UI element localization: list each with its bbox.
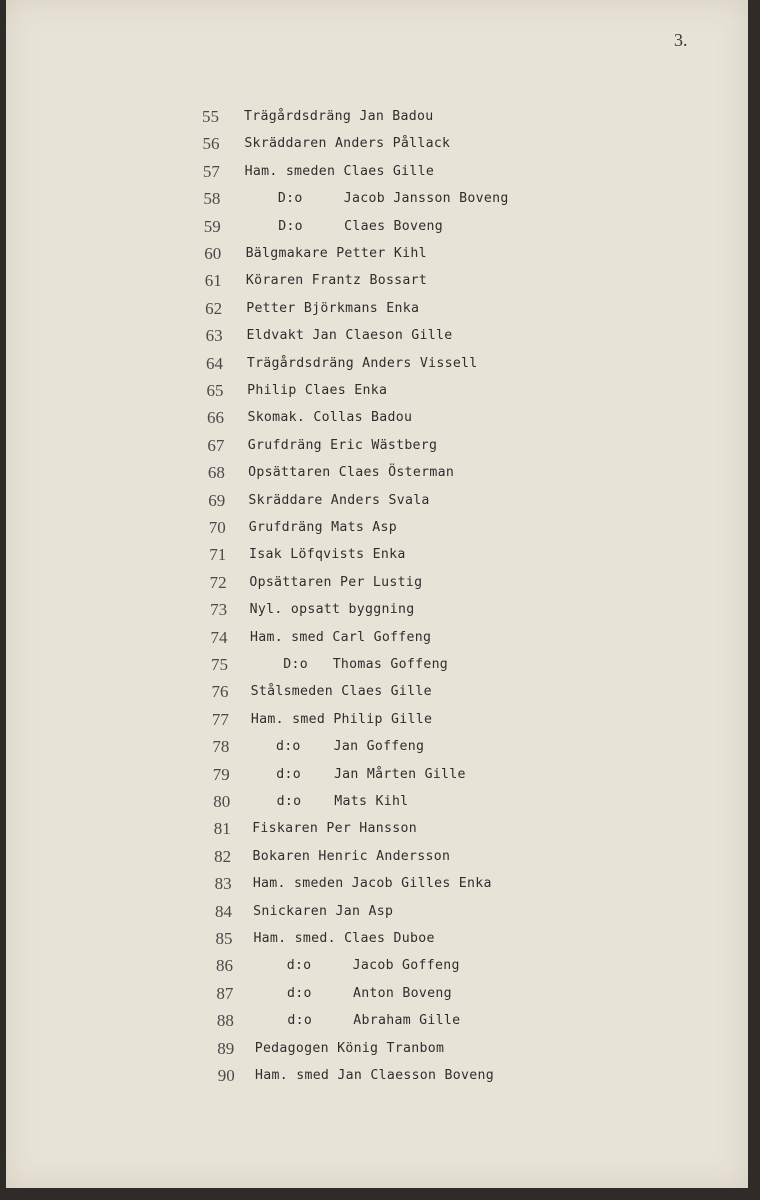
entry-number: 87 <box>216 983 234 1003</box>
entry-text: Skomak. Collas Badou <box>247 410 413 426</box>
list-item <box>6 925 706 952</box>
page-number: 3. <box>674 30 688 50</box>
document-page <box>6 0 748 1188</box>
list-item <box>6 843 706 870</box>
list-item <box>6 898 706 925</box>
entry-number: 79 <box>212 764 230 784</box>
list-item <box>6 733 706 760</box>
list-item <box>6 130 706 157</box>
list-item <box>6 706 706 733</box>
list-item <box>6 569 706 596</box>
entry-text: d:o Jan Mårten Gille <box>251 766 466 782</box>
list-item <box>6 541 706 568</box>
entry-text: d:o Mats Kihl <box>251 794 409 809</box>
entry-text: Nyl. opsatt byggning <box>249 602 415 618</box>
entry-number: 83 <box>214 874 232 894</box>
list-item <box>6 1062 706 1089</box>
entry-number: 56 <box>202 134 220 154</box>
entry-text: Bälgmakare Petter Kihl <box>245 246 427 261</box>
entry-number: 85 <box>215 929 233 948</box>
entry-number: 71 <box>209 545 227 565</box>
entry-text: Petter Björkmans Enka <box>246 300 420 316</box>
entry-text: Skräddaren Anders Pållack <box>244 136 451 152</box>
list-item <box>6 240 706 267</box>
list-item <box>6 870 706 897</box>
entry-text: d:o Anton Boveng <box>254 985 452 1001</box>
list-item <box>6 322 706 349</box>
list-item <box>6 103 706 130</box>
entry-text: Trägårdsdräng Jan Badou <box>244 109 434 124</box>
entry-number: 60 <box>204 244 222 263</box>
entry-text: D:o Thomas Goffeng <box>250 657 449 672</box>
list-item <box>6 678 706 705</box>
entry-number: 65 <box>206 381 224 400</box>
list-item <box>6 651 706 678</box>
entry-text: d:o Jan Goffeng <box>251 739 425 755</box>
entry-text: Trägårdsdräng Anders Vissell <box>246 355 478 371</box>
entry-number: 64 <box>206 353 224 373</box>
entry-number: 70 <box>208 518 226 537</box>
list-item <box>6 624 706 651</box>
entry-number: 78 <box>212 737 230 757</box>
entry-text: Opsättaren Claes Österman <box>248 465 455 481</box>
list-item <box>6 459 706 486</box>
entry-text: Pedagogen König Tranbom <box>254 1040 445 1056</box>
entry-number: 74 <box>210 627 228 647</box>
entry-number: 55 <box>202 107 219 126</box>
entry-text: Opsättaren Per Lustig <box>249 574 423 590</box>
list-item <box>6 952 706 979</box>
entry-text: Köraren Frantz Bossart <box>245 273 428 289</box>
list-item <box>6 377 706 404</box>
entry-number: 82 <box>214 846 232 866</box>
entry-number: 77 <box>211 709 229 729</box>
entry-text: D:o Jacob Jansson Boveng <box>244 191 509 207</box>
entry-number: 80 <box>213 792 231 811</box>
entry-text: Ham. smed Carl Goffeng <box>249 629 432 645</box>
list-item <box>6 514 706 541</box>
entry-text: Ham. smeden Claes Gille <box>244 163 435 179</box>
entry-text: d:o Jacob Goffeng <box>253 958 460 974</box>
entry-number: 58 <box>203 189 221 209</box>
entry-number: 86 <box>215 956 233 976</box>
entry-number: 59 <box>203 216 221 236</box>
entry-text: Grufdräng Eric Wästberg <box>247 437 438 453</box>
entry-number: 67 <box>207 435 225 455</box>
entry-number: 68 <box>207 463 225 483</box>
entry-number: 81 <box>213 819 231 839</box>
entry-text: d:o Abraham Gille <box>254 1013 461 1029</box>
list-item <box>6 267 706 294</box>
list-item <box>6 213 706 240</box>
entry-number: 63 <box>205 326 223 346</box>
entry-text: Ham. smed Jan Claesson Boveng <box>255 1068 494 1083</box>
entry-text: Bokaren Henric Andersson <box>252 848 451 864</box>
entry-text: Ham. smed Philip Gille <box>250 711 433 727</box>
list-item <box>6 185 706 212</box>
entry-number: 88 <box>216 1011 234 1031</box>
list-item <box>6 980 706 1007</box>
entry-number: 76 <box>211 682 229 702</box>
list-item <box>6 295 706 322</box>
entry-number: 84 <box>215 901 233 921</box>
entry-number: 90 <box>217 1066 235 1085</box>
entry-number: 89 <box>217 1038 235 1058</box>
entry-number: 75 <box>211 655 228 674</box>
entry-text: Skräddare Anders Svala <box>248 492 430 508</box>
entry-text: Snickaren Jan Asp <box>253 903 394 919</box>
entry-text: D:o Claes Boveng <box>245 218 443 234</box>
entry-number: 69 <box>208 490 226 510</box>
list-item <box>6 815 706 842</box>
entry-text: Isak Löfqvists Enka <box>249 547 406 563</box>
list-item <box>6 432 706 459</box>
entry-text: Ham. smeden Jacob Gilles Enka <box>252 876 492 892</box>
entry-number: 66 <box>206 408 224 428</box>
entry-text: Philip Claes Enka <box>247 383 388 398</box>
entry-number: 61 <box>204 271 222 291</box>
entry-number: 72 <box>209 572 227 592</box>
list-item <box>6 350 706 377</box>
entry-number: 62 <box>205 298 223 318</box>
list-item <box>6 1007 706 1034</box>
list-item <box>6 761 706 788</box>
entry-text: Stålsmeden Claes Gille <box>250 684 432 700</box>
entry-number: 73 <box>210 600 228 620</box>
list-item <box>6 404 706 431</box>
entry-text: Fiskaren Per Hansson <box>252 821 417 837</box>
entry-text: Ham. smed. Claes Duboe <box>253 931 435 946</box>
list-item <box>6 596 706 623</box>
entry-text: Eldvakt Jan Claeson Gille <box>246 328 453 344</box>
list-item <box>6 788 706 815</box>
list-item <box>6 158 706 185</box>
list-item <box>6 1035 706 1062</box>
entry-number: 57 <box>202 161 220 181</box>
entry-text: Grufdräng Mats Asp <box>248 520 398 535</box>
list-item <box>6 487 706 514</box>
